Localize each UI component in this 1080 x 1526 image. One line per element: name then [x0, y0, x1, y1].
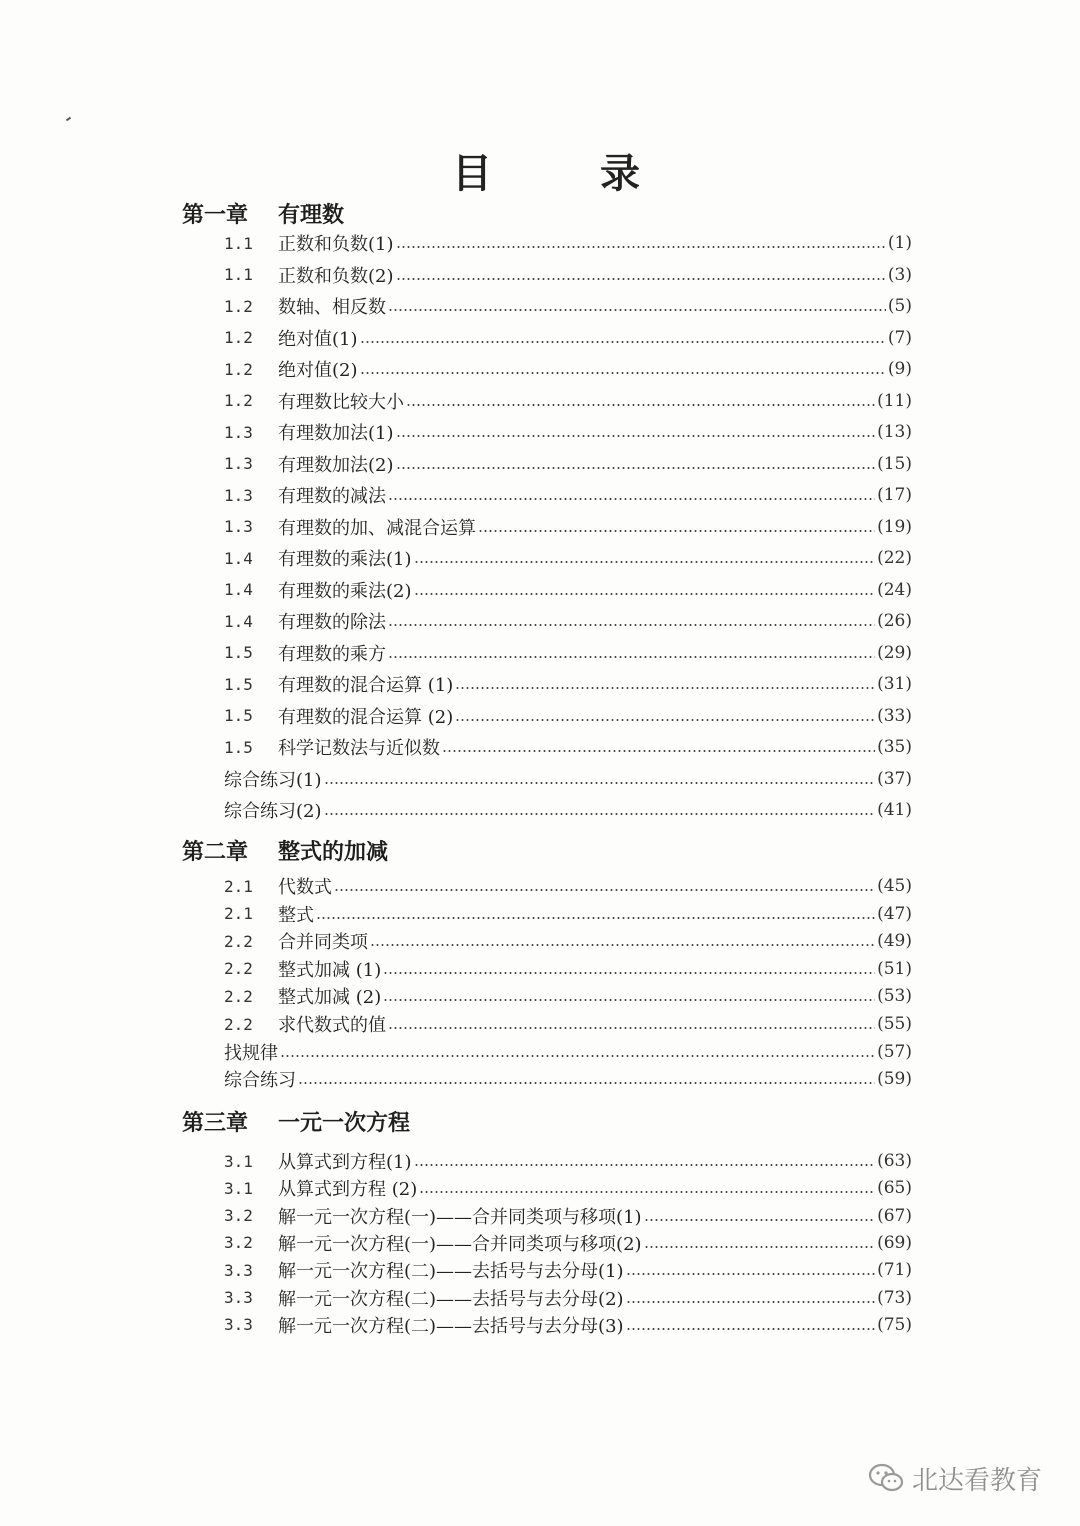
title-char-2: 录 — [600, 149, 640, 197]
dot-leader — [644, 1246, 876, 1248]
entry-title: 数轴、相反数 — [278, 297, 386, 318]
section-number: 1.5 — [224, 706, 253, 725]
dot-leader — [388, 1027, 875, 1029]
section-number: 2.2 — [224, 959, 253, 979]
dot-leader — [455, 719, 875, 721]
entry-title: 有理数的加、减混合运算 — [278, 517, 476, 539]
section-number: 1.2 — [224, 359, 253, 379]
toc-entry — [224, 451, 912, 477]
section-number: 3.3 — [224, 1315, 253, 1335]
section-number: 1.5 — [224, 737, 253, 757]
dot-leader — [414, 593, 876, 595]
dot-leader — [455, 687, 875, 689]
dot-leader — [406, 404, 875, 406]
dot-leader — [388, 498, 875, 500]
toc-entry — [224, 230, 912, 256]
dot-leader — [626, 1301, 876, 1303]
page-number: (11) — [877, 390, 912, 411]
dot-leader — [396, 278, 886, 280]
dot-leader — [360, 372, 886, 374]
section-number: 3.1 — [224, 1151, 253, 1171]
page-number: (35) — [877, 737, 912, 757]
page-number: (47) — [877, 903, 912, 924]
dot-leader — [324, 782, 876, 784]
page-number: (26) — [877, 611, 912, 631]
section-number: 1.3 — [224, 454, 253, 473]
section-number: 2.1 — [224, 876, 253, 896]
toc-entry — [224, 514, 912, 540]
chapter-heading-1 — [182, 198, 344, 229]
dot-leader — [334, 889, 875, 891]
section-number: 1.1 — [224, 233, 253, 253]
page-number: (37) — [877, 768, 912, 789]
toc-entry — [224, 640, 912, 666]
toc-entry — [224, 1011, 912, 1037]
page-number: (53) — [877, 986, 912, 1007]
toc-entry — [224, 928, 912, 954]
entry-title: 有理数加法(1) — [278, 423, 394, 444]
chapter-number: 第一章 — [182, 202, 249, 228]
entry-title: 有理数的除法 — [278, 612, 386, 633]
entry-title: 综合练习(1) — [224, 769, 322, 791]
toc-entry — [224, 1039, 912, 1065]
page-number: (51) — [877, 958, 912, 979]
entry-title: 解一元一次方程(二)——去括号与去分母(3) — [278, 1315, 624, 1337]
toc-entry — [224, 983, 912, 1009]
dot-leader — [298, 1082, 875, 1084]
entry-title: 综合练习(2) — [224, 801, 322, 822]
toc-entry — [224, 734, 912, 760]
page-number: (9) — [887, 359, 912, 379]
section-number: 3.2 — [224, 1206, 253, 1226]
section-number: 1.2 — [224, 328, 253, 347]
entry-title: 解一元一次方程(一)——合并同类项与移项(1) — [278, 1206, 642, 1228]
chapter-title: 整式的加减 — [278, 839, 389, 865]
page-number: (69) — [877, 1232, 912, 1253]
entry-title: 综合练习 — [224, 1070, 296, 1092]
entry-title: 求代数式的值 — [278, 1015, 386, 1036]
page-number: (59) — [877, 1069, 912, 1090]
page-number: (45) — [877, 876, 912, 896]
toc-entry — [224, 766, 912, 792]
section-number: 2.2 — [224, 986, 253, 1006]
toc-entry — [224, 262, 912, 288]
chapter-number: 第三章 — [182, 1110, 249, 1136]
chapter-title: 一元一次方程 — [278, 1110, 411, 1136]
section-number: 3.3 — [224, 1260, 253, 1280]
toc-entry — [224, 703, 912, 729]
toc-entry — [224, 1203, 912, 1229]
section-number: 3.1 — [224, 1178, 253, 1198]
dot-leader — [644, 1219, 876, 1221]
section-number: 2.1 — [224, 904, 253, 924]
section-number: 2.2 — [224, 1014, 253, 1034]
chapter-heading-3 — [182, 1106, 410, 1137]
page-number: (31) — [877, 674, 912, 694]
toc-entry — [224, 1175, 912, 1201]
dot-leader — [388, 309, 886, 311]
page-number: (7) — [887, 327, 912, 348]
page-number: (24) — [877, 579, 912, 600]
toc-entry — [224, 545, 912, 571]
entry-title: 正数和负数(1) — [278, 234, 394, 255]
title-char-1: 目 — [452, 149, 492, 197]
toc-entry — [224, 325, 912, 351]
dot-leader — [396, 467, 876, 469]
section-number: 1.4 — [224, 580, 253, 599]
page-title — [0, 140, 1080, 200]
entry-title: 整式加减 (2) — [278, 987, 382, 1009]
page-number: (5) — [887, 296, 912, 316]
dot-leader — [280, 1055, 875, 1057]
entry-title: 科学记数法与近似数 — [278, 738, 440, 759]
toc-entry — [224, 1257, 912, 1283]
dot-leader — [316, 917, 875, 919]
toc-entry — [224, 1230, 912, 1256]
dot-leader — [626, 1273, 876, 1275]
entry-title: 绝对值(2) — [278, 360, 358, 381]
toc-entry — [224, 1066, 912, 1092]
dot-leader — [396, 246, 886, 248]
page-number: (17) — [877, 485, 912, 505]
dot-leader — [626, 1328, 876, 1330]
section-number: 1.2 — [224, 296, 253, 316]
section-number: 1.3 — [224, 485, 253, 505]
section-number: 1.1 — [224, 265, 253, 284]
entry-title: 有理数的混合运算 (1) — [278, 675, 454, 696]
dot-leader — [478, 530, 875, 532]
section-number: 3.2 — [224, 1233, 253, 1253]
page-number: (55) — [877, 1014, 912, 1034]
section-number: 1.5 — [224, 674, 253, 694]
dot-leader — [419, 1191, 875, 1193]
entry-title: 有理数的减法 — [278, 486, 386, 507]
page-number: (73) — [877, 1287, 912, 1308]
page-number: (1) — [887, 233, 912, 253]
entry-title: 代数式 — [278, 877, 332, 898]
entry-title: 合并同类项 — [278, 932, 368, 954]
page-number: (3) — [887, 264, 912, 285]
section-number: 1.5 — [224, 643, 253, 662]
entry-title: 解一元一次方程(二)——去括号与去分母(1) — [278, 1261, 624, 1283]
toc-entry — [224, 1148, 912, 1174]
toc-entry — [224, 1285, 912, 1311]
entry-title: 整式 — [278, 904, 314, 926]
page-number: (13) — [877, 422, 912, 442]
entry-title: 有理数加法(2) — [278, 454, 394, 476]
entry-title: 找规律 — [224, 1042, 278, 1064]
dot-leader — [388, 656, 875, 658]
entry-title: 正数和负数(2) — [278, 265, 394, 287]
entry-title: 解一元一次方程(一)——合并同类项与移项(2) — [278, 1233, 642, 1255]
page-number: (19) — [877, 516, 912, 537]
toc-entry — [224, 577, 912, 603]
entry-title: 从算式到方程 (2) — [278, 1179, 418, 1201]
chapter-number: 第二章 — [182, 839, 249, 865]
page-number: (33) — [877, 705, 912, 726]
page-number: (15) — [877, 453, 912, 474]
page-number: (49) — [877, 931, 912, 952]
chapter-heading-2 — [182, 835, 388, 866]
watermark-text: 北达看教育 — [912, 1465, 1043, 1496]
entry-title: 有理数的乘法(1) — [278, 549, 412, 570]
entry-title: 整式加减 (1) — [278, 959, 382, 981]
toc-entry — [224, 356, 912, 382]
dot-leader — [360, 341, 886, 343]
entry-title: 从算式到方程(1) — [278, 1152, 412, 1173]
dot-leader — [388, 624, 875, 626]
section-number: 2.2 — [224, 931, 253, 951]
dot-leader — [396, 435, 876, 437]
section-number: 1.3 — [224, 422, 253, 442]
scan-speck — [66, 117, 71, 122]
section-number: 1.3 — [224, 517, 253, 536]
entry-title: 绝对值(1) — [278, 328, 358, 350]
toc-entry — [224, 901, 912, 927]
dot-leader — [414, 1164, 876, 1166]
section-number: 1.2 — [224, 391, 253, 410]
dot-leader — [442, 750, 875, 752]
page-number: (71) — [877, 1260, 912, 1281]
toc-entry — [224, 1312, 912, 1338]
dot-leader — [414, 561, 876, 563]
entry-title: 解一元一次方程(二)——去括号与去分母(2) — [278, 1288, 624, 1310]
toc-entry — [224, 482, 912, 508]
page-number: (75) — [877, 1314, 912, 1335]
toc-entry — [224, 797, 912, 823]
toc-entry — [224, 956, 912, 982]
page-number: (65) — [877, 1178, 912, 1199]
entry-title: 有理数的乘法(2) — [278, 580, 412, 602]
toc-entry — [224, 293, 912, 319]
chapter-title: 有理数 — [278, 202, 345, 228]
page-number: (57) — [877, 1041, 912, 1062]
dot-leader — [383, 972, 875, 974]
toc-entry — [224, 608, 912, 634]
entry-title: 有理数的混合运算 (2) — [278, 706, 454, 728]
entry-title: 有理数的乘方 — [278, 643, 386, 665]
toc-entry — [224, 873, 912, 899]
page-number: (67) — [877, 1205, 912, 1226]
wechat-icon — [868, 1463, 904, 1493]
page-number: (29) — [877, 642, 912, 663]
dot-leader — [370, 944, 875, 946]
toc-entry — [224, 671, 912, 697]
watermark — [868, 1458, 1042, 1498]
dot-leader — [324, 813, 876, 815]
entry-title: 有理数比较大小 — [278, 391, 404, 413]
section-number: 1.4 — [224, 548, 253, 568]
page-number: (63) — [877, 1151, 912, 1171]
toc-entry — [224, 419, 912, 445]
page-number: (22) — [877, 548, 912, 568]
dot-leader — [383, 999, 875, 1001]
section-number: 1.4 — [224, 611, 253, 631]
toc-entry — [224, 388, 912, 414]
section-number: 3.3 — [224, 1288, 253, 1307]
page-number: (41) — [877, 800, 912, 820]
